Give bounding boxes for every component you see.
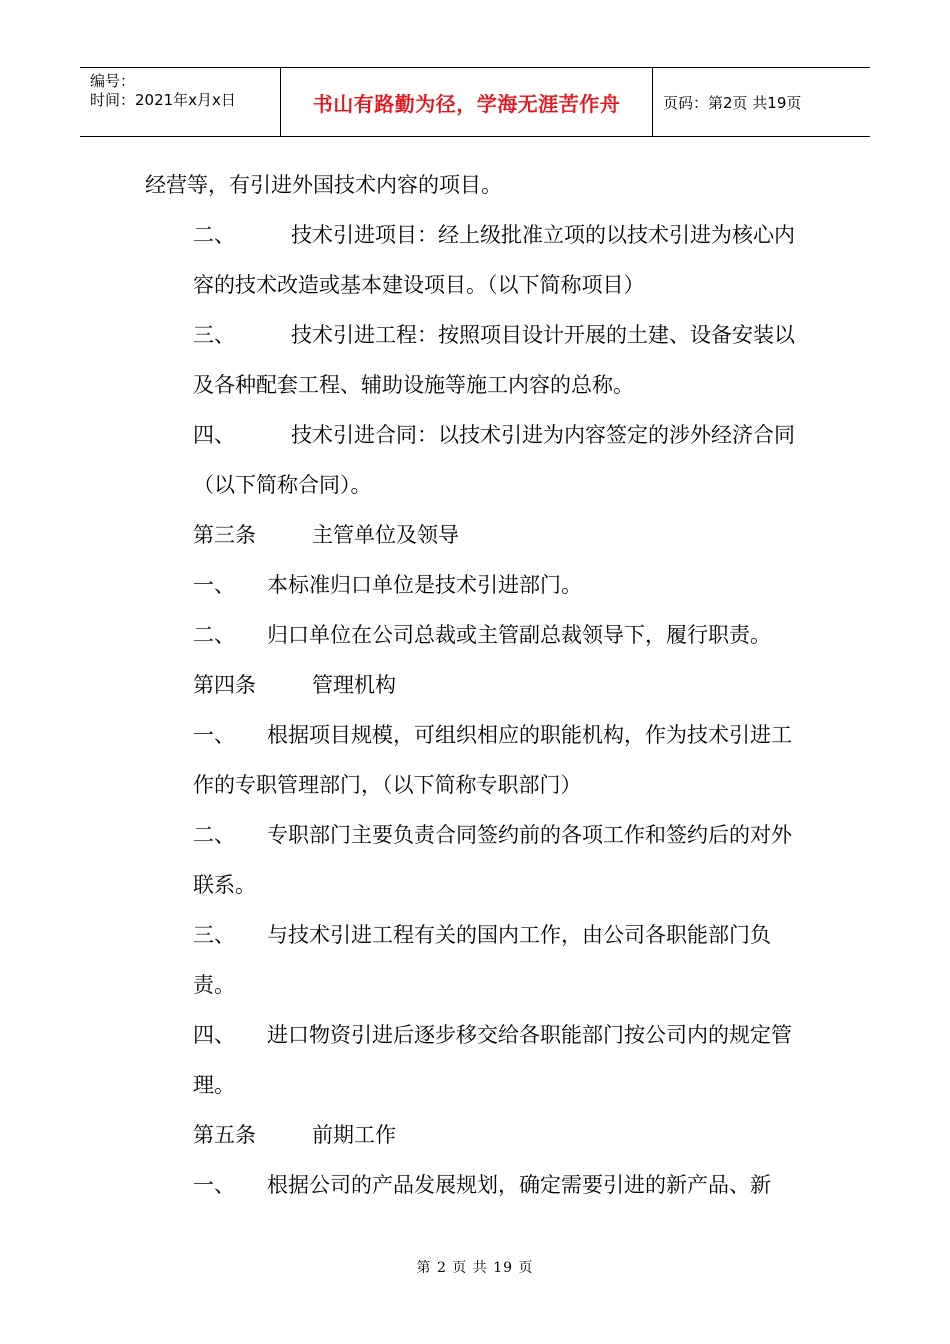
article-heading (145, 1110, 810, 1160)
paragraph (145, 910, 810, 1010)
article-number: 第三条 (193, 523, 256, 547)
article-title: 主管单位及领导 (312, 523, 459, 547)
item-number: 三、 (193, 323, 235, 347)
paragraph-text: 本标准归口单位是技术引进部门。 (267, 573, 582, 597)
article-number: 第五条 (193, 1123, 256, 1147)
item-number: 二、 (193, 223, 235, 247)
header-motto: 书山有路勤为径，学海无涯苦作舟 (281, 68, 653, 136)
article-number: 第四条 (193, 673, 256, 697)
item-number: 一、 (193, 723, 235, 747)
header-meta-cell (80, 68, 281, 136)
item-number: 一、 (193, 573, 235, 597)
document-body (145, 160, 810, 1210)
item-number: 一、 (193, 1173, 235, 1197)
item-number: 三、 (193, 923, 235, 947)
paragraph-text: 技术引进项目：经上级批准立项的以技术引进为核心内容的技术改造或基本建设项目。（以下简称项目） (193, 223, 795, 297)
paragraph (145, 1160, 810, 1210)
article-heading (145, 510, 810, 560)
paragraph (145, 1010, 810, 1110)
paragraph (145, 560, 810, 610)
article-title: 管理机构 (312, 673, 396, 697)
paragraph-text: 与技术引进工程有关的国内工作，由公司各职能部门负责。 (193, 923, 771, 997)
paragraph (145, 710, 810, 810)
article-title: 前期工作 (312, 1123, 396, 1147)
page-footer: 第 2 页 共 19 页 (416, 1260, 534, 1276)
paragraph-text: 进口物资引进后逐步移交给各职能部门按公司内的规定管理。 (193, 1023, 792, 1097)
item-number: 四、 (193, 423, 235, 447)
paragraph (145, 610, 810, 660)
article-heading (145, 660, 810, 710)
page-header (80, 67, 870, 137)
item-number: 二、 (193, 623, 235, 647)
paragraph-text: 归口单位在公司总裁或主管副总裁领导下，履行职责。 (267, 623, 771, 647)
document-number-label: 编号： (90, 72, 136, 90)
paragraph-text: 专职部门主要负责合同签约前的各项工作和签约后的对外联系。 (193, 823, 792, 897)
paragraph-text: 根据项目规模，可组织相应的职能机构，作为技术引进工作的专职管理部门，（以下简称专职部门） (193, 723, 792, 797)
paragraph-text: 根据公司的产品发展规划，确定需要引进的新产品、新 (267, 1173, 771, 1197)
paragraph-text: 技术引进合同：以技术引进为内容签定的涉外经济合同（以下简称合同）。 (193, 423, 795, 497)
document-date-label: 时间：2021年x月x日 (90, 91, 236, 109)
paragraph (145, 310, 810, 410)
header-page-info: 页码：第2页 共19页 (663, 93, 802, 112)
paragraph (145, 210, 810, 310)
paragraph (145, 810, 810, 910)
paragraph-text: 技术引进工程：按照项目设计开展的土建、设备安装以及各种配套工程、辅助设施等施工内容的总称。 (193, 323, 795, 397)
paragraph (145, 160, 810, 210)
item-number: 四、 (193, 1023, 235, 1047)
paragraph-text: 经营等，有引进外国技术内容的项目。 (145, 173, 502, 197)
item-number: 二、 (193, 823, 235, 847)
paragraph (145, 410, 810, 510)
